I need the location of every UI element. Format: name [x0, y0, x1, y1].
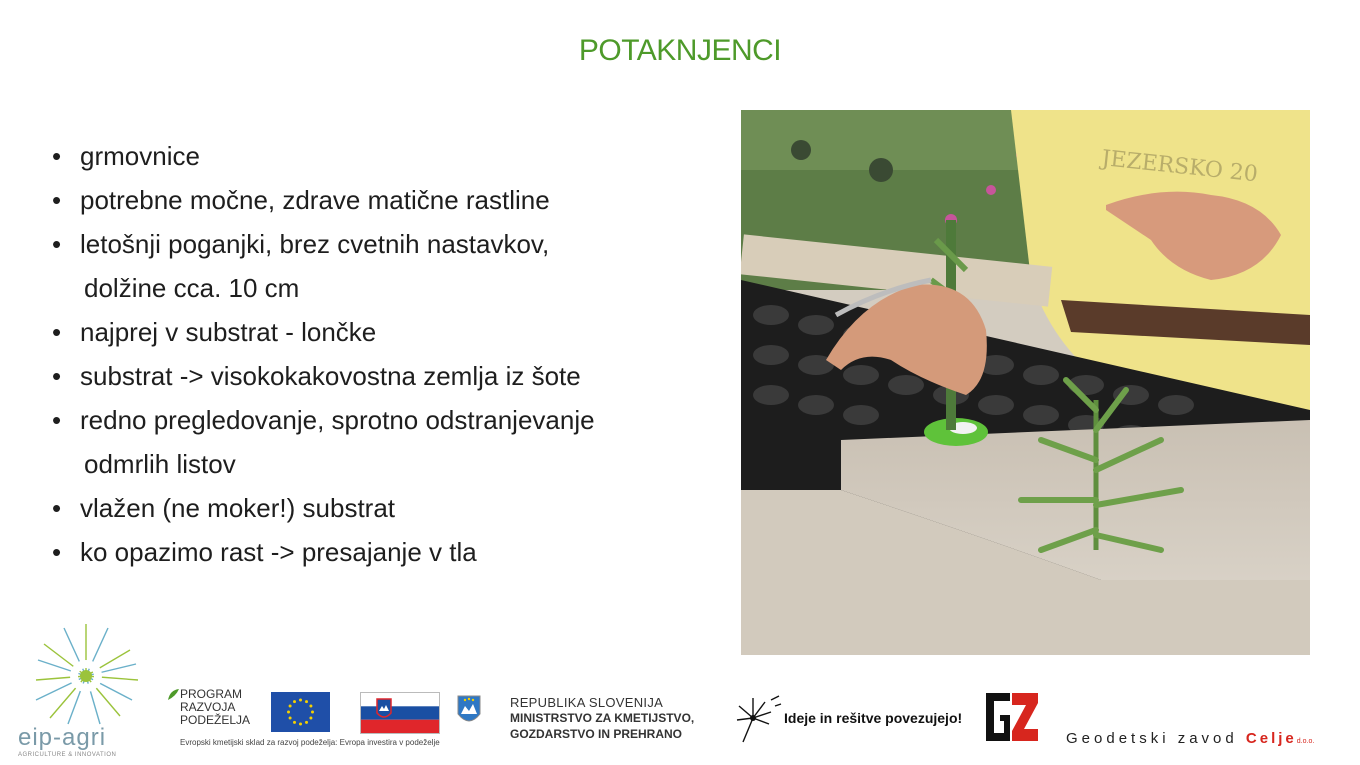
prp-caption: Evropski kmetijski sklad za razvoj podeželja: Evropa investira v podeželje — [180, 738, 440, 747]
slide-title: POTAKNJENCI — [578, 34, 782, 67]
bullet-dot: • — [52, 361, 62, 391]
bullet-text: najprej v substrat - lončke — [80, 317, 377, 347]
bullet-dot: • — [52, 185, 62, 215]
bullet-dot: • — [52, 493, 62, 523]
prp-label-line: RAZVOJA — [180, 700, 236, 714]
bullet-item — [52, 486, 712, 530]
eip-agri-wordmark: eip-agri — [18, 724, 107, 751]
bullet-text: redno pregledovanje, sprotno odstranjevanje — [80, 405, 595, 435]
bullet-item — [52, 310, 712, 354]
dandelion-icon — [735, 692, 783, 744]
ministry-line-2: MINISTRSTVO ZA KMETIJSTVO, — [510, 711, 695, 725]
slovenia-flag-icon — [360, 692, 440, 734]
eip-agri-tagline: AGRICULTURE & INNOVATION — [18, 752, 117, 758]
ministry-label — [510, 695, 694, 742]
ministry-line-3: GOZDARSTVO IN PREHRANO — [510, 727, 683, 741]
gz-company-name — [1066, 730, 1314, 747]
gz-logo-icon — [982, 689, 1040, 745]
bullet-item — [52, 178, 712, 222]
bullet-text: substrat -> visokokakovostna zemlja iz šote — [80, 361, 581, 391]
bullet-text: grmovnice — [80, 141, 200, 171]
bullet-item — [52, 222, 712, 266]
bullet-dot: • — [52, 317, 62, 347]
footer-logos — [0, 612, 1360, 765]
bullet-dot: • — [52, 141, 62, 171]
bullet-item — [52, 530, 712, 574]
bullet-item — [52, 266, 712, 310]
bullet-dot: • — [52, 229, 62, 259]
bullet-text: vlažen (ne moker!) substrat — [80, 493, 396, 523]
ministry-line-1: REPUBLIKA SLOVENIJA — [510, 695, 664, 710]
bullet-dot: • — [52, 537, 62, 567]
bullet-text: ko opazimo rast -> presajanje v tla — [80, 537, 477, 567]
prp-label-line: PODEŽELJA — [180, 713, 251, 727]
bullet-text: dolžine cca. 10 cm — [84, 273, 300, 303]
slovenia-coat-of-arms-icon — [456, 694, 482, 728]
bullet-dot: • — [52, 405, 62, 435]
bullet-item — [52, 354, 712, 398]
prp-label-line: PROGRAM — [180, 687, 243, 701]
prp-leaf-icon — [166, 688, 180, 702]
eu-flag-icon — [271, 692, 330, 732]
bullet-text: odmrlih listov — [84, 449, 236, 479]
shirt-print-text: JEZERSKO 20 — [1100, 146, 1259, 188]
gz-suffix-label: d.o.o. — [1296, 738, 1315, 745]
bullet-text: potrebne močne, zdrave matične rastline — [80, 185, 550, 215]
ideje-slogan: Ideje in rešitve povezujejo! — [784, 710, 963, 726]
bullet-item — [52, 134, 712, 178]
gz-company-label: Geodetski zavod — [1066, 730, 1238, 747]
cutting-planting-photo — [741, 110, 1310, 655]
bullet-item — [52, 442, 712, 486]
bullet-text: letošnji poganjki, brez cvetnih nastavkov, — [80, 229, 550, 259]
bullet-item — [52, 398, 712, 442]
bullet-list — [52, 134, 712, 574]
prp-logo — [166, 688, 250, 727]
gz-city-label: Celje — [1245, 730, 1297, 747]
